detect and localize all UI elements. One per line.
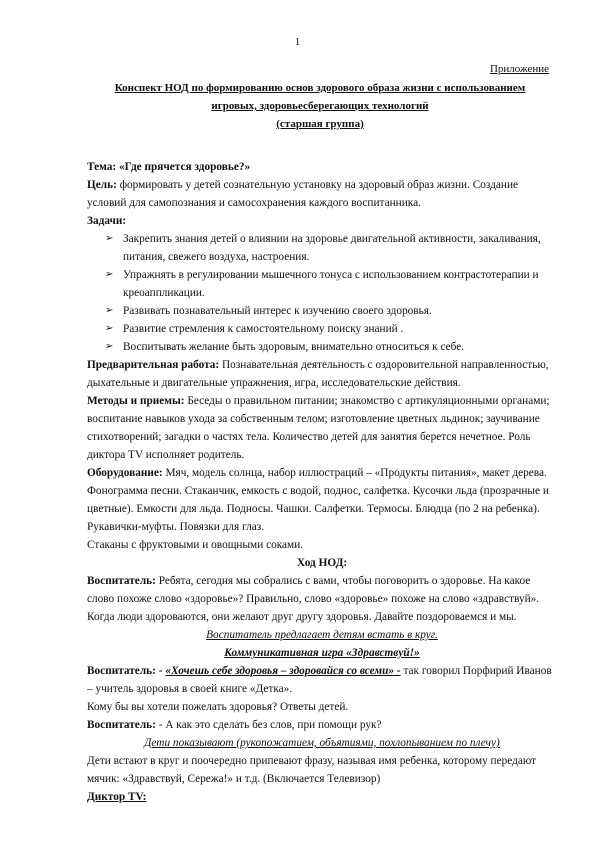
speech-question: Кому бы вы хотели пожелать здоровья? Ответы детей. [87,701,349,713]
document-title-line-2: игровых, здоровьесберегающих технологий [211,100,429,112]
tv-announcer-label: Диктор TV: [87,791,147,803]
prep-work-label: Предварительная работа: [87,359,220,371]
page-number: 1 [294,36,301,48]
game-title: Коммуникативная игра «Здравствуй!» [224,647,420,659]
equipment-paragraph [87,464,557,536]
equipment-extra: Стаканы с фруктовыми и овощными соками. [87,539,304,551]
arrow-bullet-icon: ➢ [105,233,114,244]
stage-direction-1: Воспитатель предлагает детям встать в круг. [206,629,438,641]
task-text: Упражнять в регулировании мышечного тонуса с использованием контрастотерапии и креоаппликации. [123,269,539,299]
children-action-paragraph: Дети встают в круг и поочередно припевают фразу, называя имя ребенка, которому передают мячик: «Здравствуй, Сережа!» и т.д. (Включается Телевизор) [87,755,537,785]
task-text: Закрепить знания детей о влиянии на здоровье двигательной активности, закаливания, питания, свежего воздуха, настроения. [123,233,541,263]
arrow-bullet-icon: ➢ [105,323,114,334]
tasks-label: Задачи: [87,215,127,227]
prep-work-paragraph [87,356,557,392]
course-title: Ход НОД: [296,557,348,569]
speech-paragraph-3 [87,716,557,734]
arrow-bullet-icon: ➢ [105,269,114,280]
educator-label: Воспитатель: [87,719,156,731]
goal-paragraph [87,176,557,212]
arrow-bullet-icon: ➢ [105,305,114,316]
task-text: Развивать познавательный интерес к изучению своего здоровья. [123,305,432,317]
methods-text: Беседы о правильном питании; знакомство с артикуляционными органами; воспитание навыков ухода за собственным телом; изготовление цветных льдинок; заучивание стихотворений; загадки о частях тела. Количество детей для занятия берется нечетное. Роль диктора TV исполняет родитель. [87,395,550,461]
educator-label: Воспитатель: [87,575,156,587]
prep-work-text: Познавательная деятельность с оздоровительной направленностью, дыхательные и двигательные упражнения, игра, исследовательские действия. [87,359,549,389]
topic-paragraph [87,158,557,176]
document-body [87,158,557,806]
educator-label: Воспитатель: - [87,665,163,677]
topic-label: Тема: [87,161,117,173]
list-item [87,302,557,320]
goal-label: Цель: [87,179,117,191]
task-text: Развитие стремления к самостоятельному поиску знаний . [123,323,404,335]
document-title-line-3: (старшая группа) [276,118,364,130]
task-text: Воспитывать желание быть здоровым, внимательно относиться к себе. [123,341,465,353]
list-item [87,338,557,356]
document-title-line-1: Конспект НОД по формированию основ здорового образа жизни с использованием [114,82,526,94]
methods-label: Методы и приемы: [87,395,185,407]
speech-paragraph-1 [87,572,557,626]
stage-direction-2: Дети показывают (рукопожатием, объятиями, похлопыванием по плечу) [144,737,500,749]
speech-text: так говорил Порфирий Иванов – учитель здоровья в своей книге «Детка». [87,665,552,695]
methods-paragraph [87,392,557,464]
speech-quote: «Хочешь себе здоровья – здоровайся со всеми» - [165,665,401,677]
goal-text: формировать у детей сознательную установку на здоровый образ жизни. Создание условий для самопознания и самосохранения каждого воспитанника. [87,179,519,209]
list-item [87,230,557,266]
speech-paragraph-2 [87,662,557,698]
topic-value: «Где прячется здоровье?» [116,161,251,173]
equipment-text: Мяч, модель солнца, набор иллюстраций – «Продукты питания», макет дерева. Фонограмма песни. Стаканчик, емкость с водой, поднос, салфетка. Кусочки льда (прозрачные и цветные). Емкости для льда. Подносы. Чашки. Салфетки. Термосы. Блюдца (по 2 на ребенка). Рукавички-муфты. Повязки для глаз. [87,467,549,533]
appendix-label: Приложение [489,63,549,75]
tasks-list [87,230,557,356]
list-item [87,320,557,338]
speech-text: Ребята, сегодня мы собрались с вами, чтобы поговорить о здоровье. На какое слово похоже слово «здоровье»? Правильно, слово «здоровье» похоже на слово «здравствуй». Когда люди здороваются, они желают друг другу здоровья. Давайте поздороваемся и мы. [87,575,540,623]
arrow-bullet-icon: ➢ [105,341,114,352]
list-item [87,266,557,302]
equipment-label: Оборудование: [87,467,163,479]
speech-text: - А как это сделать без слов, при помощи рук? [155,719,382,731]
